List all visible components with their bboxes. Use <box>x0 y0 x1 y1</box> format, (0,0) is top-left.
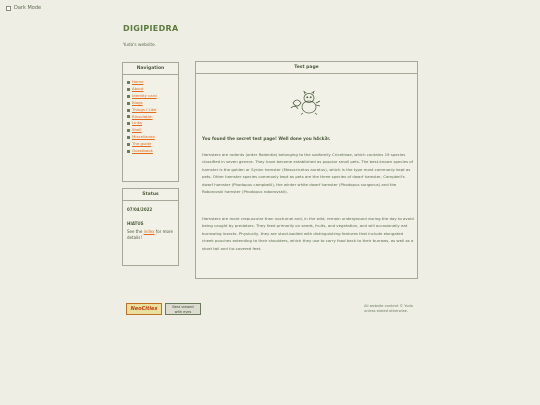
book-icon <box>127 143 130 146</box>
site-title: DIGIPIEDRA <box>123 24 179 33</box>
neocities-badge[interactable]: NeoCities <box>126 303 162 315</box>
navigation-list <box>123 75 178 155</box>
pen-icon <box>127 150 130 153</box>
nav-item-about[interactable]: About <box>127 86 178 93</box>
dark-mode-label: Dark Mode <box>14 5 42 11</box>
main-lead: You found the secret test page! Well done you h4ck3r. <box>202 136 331 141</box>
main-paragraph-1: Hamsters are rodents (order Rodentia) belonging to the subfamily Cricetinae, which contains 19 species classified in seven genera. They have become established as popular small pets. The best-known species of hamster is the golden or Syrian hamster (Mesocricetus auratus), which is the type most commonly kept as pets. Other hamster species commonly kept as pets are the three species of dwarf hamster, Campbell's dwarf hamster (Phodopus campbelli), the winter white dwarf hamster (Phodopus sungorus) and the Roborovski hamster (Phodopus roborovskii). <box>202 152 414 195</box>
blog-icon <box>127 102 130 105</box>
best-viewed-line-2: with eyes <box>174 310 192 314</box>
nav-item-shell[interactable]: Shell <box>127 127 178 134</box>
id-card-icon <box>127 95 130 98</box>
dark-mode-toggle[interactable] <box>6 5 41 11</box>
nav-item-rinsolatim[interactable]: Rinsolatim <box>127 114 178 121</box>
status-message: See the index for more details! <box>127 229 173 241</box>
nav-item-identity-card[interactable]: Identity card <box>127 93 178 100</box>
shell-icon <box>127 129 130 132</box>
best-viewed-line-1: Best viewed <box>172 305 194 309</box>
dark-mode-checkbox[interactable] <box>6 6 11 11</box>
home-icon <box>127 81 130 84</box>
hamster-illustration <box>289 89 323 115</box>
status-heading: HIATUS <box>127 221 144 226</box>
main-panel <box>195 61 418 279</box>
navigation-title: Navigation <box>123 63 178 75</box>
nav-item-links[interactable]: Links <box>127 120 178 127</box>
nav-item-blogs[interactable]: Blogs <box>127 100 178 107</box>
footer-copyright: All website content © Yuda unless stated otherwise. <box>364 304 413 313</box>
box-icon <box>127 136 130 139</box>
nav-item-home[interactable]: Home <box>127 79 178 86</box>
site-subtitle: Yuda's website. <box>123 43 157 48</box>
nav-item-the-guide[interactable]: The guide <box>127 141 178 148</box>
main-title: Test page <box>196 62 417 74</box>
main-paragraph-2: Hamsters are more crepuscular than nocturnal and, in the wild, remain underground during the day to avoid being caught by predators. They feed primarily on seeds, fruits, and vegetation, and will occasionally eat burrowing insects. Physically, they are stout-bodied with distinguishing features that include elongated cheek pouches extending to their shoulders, which they use to carry food back to their burrows, as well as a short tail and fur-covered feet. <box>202 216 414 251</box>
navigation-panel <box>122 62 179 182</box>
nav-item-things-i-like[interactable]: Things I Like <box>127 107 178 114</box>
nav-item-miscellanea[interactable]: Miscellanea <box>127 134 178 141</box>
nav-item-guestbook[interactable]: Guestbook <box>127 148 178 155</box>
star-icon <box>127 115 130 118</box>
status-title: Status <box>123 189 178 201</box>
best-viewed-badge[interactable] <box>165 303 201 315</box>
index-link[interactable]: index <box>143 229 155 234</box>
heart-icon <box>127 109 130 112</box>
status-date: 07/04/2022 <box>127 207 153 212</box>
link-icon <box>127 122 130 125</box>
status-panel <box>122 188 179 266</box>
info-icon <box>127 88 130 91</box>
